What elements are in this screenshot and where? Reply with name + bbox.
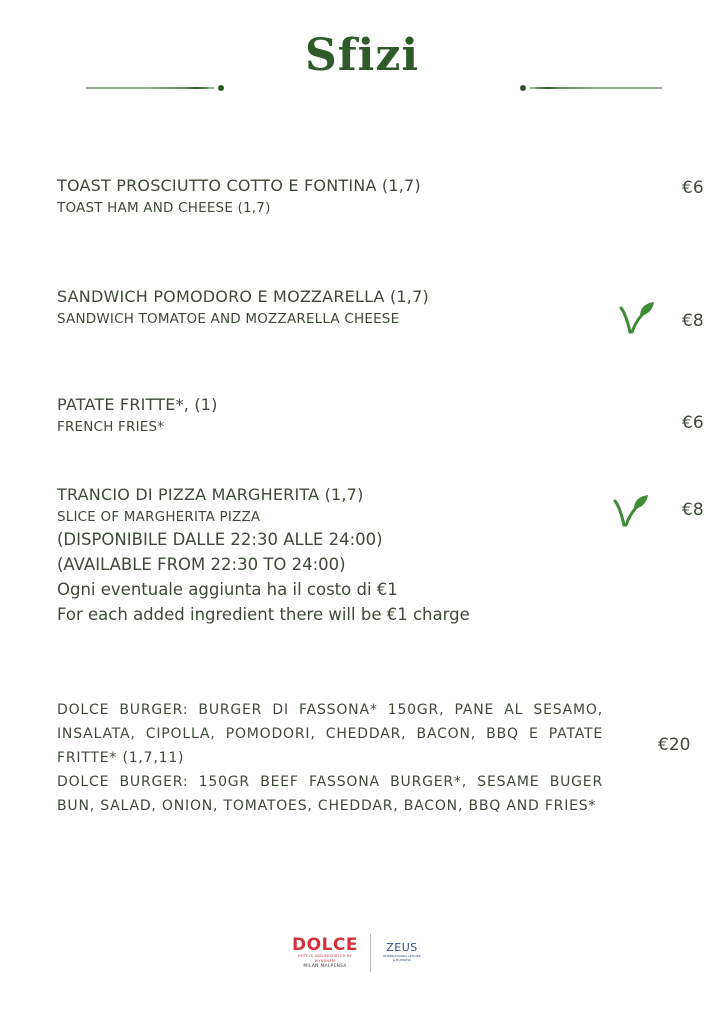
menu-item <box>57 485 470 627</box>
item-name-english: TOAST HAM AND CHEESE (1,7) <box>57 200 271 216</box>
item-price: €8 <box>682 311 704 331</box>
item-name-english: SANDWICH TOMATOE AND MOZZARELLA CHEESE <box>57 311 400 327</box>
item-name-english: SLICE OF MARGHERITA PIZZA <box>57 509 261 525</box>
menu-item <box>57 176 421 216</box>
item-name-italian: TRANCIO DI PIZZA MARGHERITA (1,7) <box>57 485 364 504</box>
item-name-italian: TOAST PROSCIUTTO COTTO E FONTINA (1,7) <box>57 176 421 195</box>
vegetarian-leaf-icon <box>618 300 656 336</box>
item-name-italian: PATATE FRITTE*, (1) <box>57 395 218 414</box>
burger-price: €20 <box>658 735 691 755</box>
extra-cost-note: For each added ingredient there will be €1 charge <box>57 605 470 624</box>
right-ornament-divider <box>518 80 662 96</box>
menu-item <box>57 395 218 435</box>
left-ornament-divider <box>86 80 226 96</box>
extra-cost-note: Ogni eventuale aggiunta ha il costo di €1 <box>57 580 398 599</box>
item-name-italian: SANDWICH POMODORO E MOZZARELLA (1,7) <box>57 287 429 306</box>
dolce-hotels-logo: DOLCE HOTELS AND RESORTS® BY WYNDHAM MILAN MALPENSA <box>292 935 358 969</box>
burger-text-english: DOLCE BURGER: 150GR BEEF FASSONA BURGER*, SESAME BUGER BUN, SALAD, ONION, TOMATOES, CHEDDAR, BACON, BBQ AND FRIES* <box>57 774 603 814</box>
burger-description <box>57 698 603 818</box>
availability-note: (AVAILABLE FROM 22:30 TO 24:00) <box>57 555 346 574</box>
item-price: €6 <box>682 178 704 198</box>
page-title: Sfizi <box>304 30 420 81</box>
menu-item <box>57 287 429 327</box>
item-price: €8 <box>682 500 704 520</box>
footer-logos <box>0 932 724 982</box>
vegetarian-leaf-icon <box>612 493 650 529</box>
logo-separator <box>370 934 371 972</box>
availability-note: (DISPONIBILE DALLE 22:30 ALLE 24:00) <box>57 530 383 549</box>
burger-text-italian: DOLCE BURGER: BURGER DI FASSONA* 150GR, PANE AL SESAMO, INSALATA, CIPOLLA, POMODORI, CHEDDAR, BACON, BBQ E PATATE FRITTE* (1,7,11) <box>57 702 603 766</box>
item-price: €6 <box>682 413 704 433</box>
item-name-english: FRENCH FRIES* <box>57 419 165 435</box>
zeus-logo: ZEUS INTERNATIONAL LEISURE & BUSINESS <box>383 941 421 962</box>
